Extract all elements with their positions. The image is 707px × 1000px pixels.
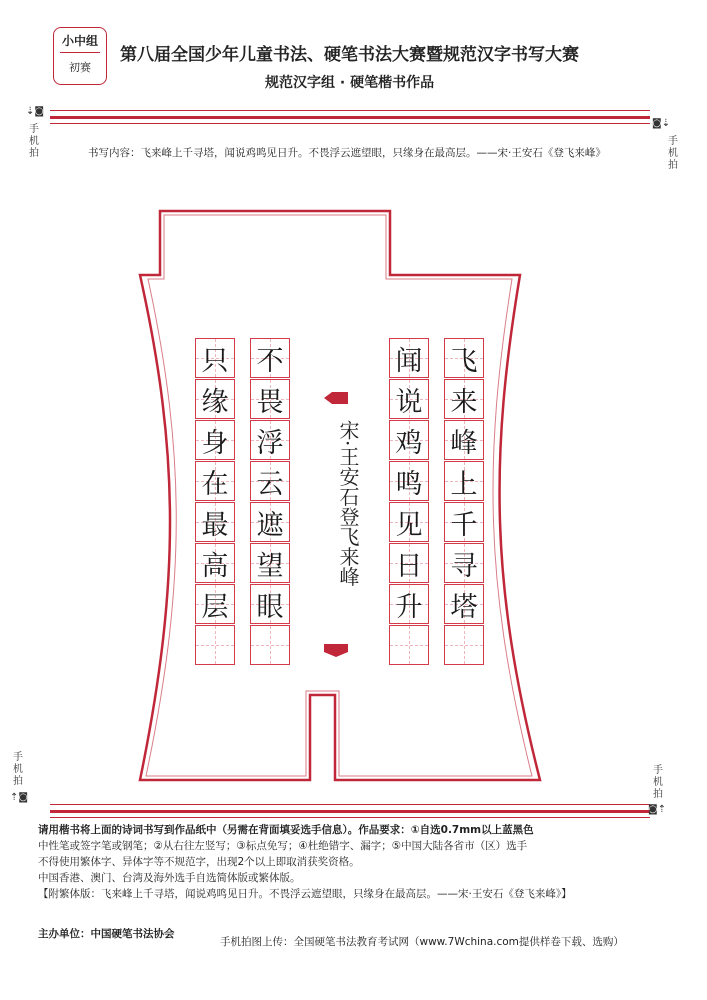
grid-cell bbox=[389, 338, 429, 378]
poem-char: 只 bbox=[201, 345, 229, 377]
poem-char: 寻 bbox=[450, 550, 478, 582]
poem-column-3 bbox=[250, 338, 290, 666]
grid-cell bbox=[389, 461, 429, 501]
grid-cell bbox=[389, 502, 429, 542]
poem-char: 塔 bbox=[450, 591, 478, 623]
content-line: 书写内容：飞来峰上千寻塔，闻说鸡鸣见日升。不畏浮云遮望眼，只缘身在最高层。——宋·王安石《登飞来峰》 bbox=[88, 147, 606, 159]
grid-cell bbox=[195, 584, 235, 624]
poem-char: 高 bbox=[201, 550, 229, 582]
instructions bbox=[38, 822, 638, 902]
grid-cell bbox=[389, 625, 429, 665]
poem-char: 身 bbox=[201, 427, 229, 459]
camera-icon: ◙⇡ bbox=[648, 804, 667, 815]
grid-cell bbox=[250, 420, 290, 460]
poem-column-4 bbox=[195, 338, 235, 666]
poem-char: 鸣 bbox=[395, 468, 423, 500]
poem-char: 眼 bbox=[256, 591, 284, 623]
group-badge bbox=[53, 27, 107, 85]
grid-cell bbox=[444, 338, 484, 378]
poem-char: 不 bbox=[256, 345, 284, 377]
grid-cell bbox=[195, 338, 235, 378]
grid-cell bbox=[389, 379, 429, 419]
upload-info: 手机拍图上传：全国硬笔书法教育考试网（www.7Wchina.com提供样卷下载、选购） bbox=[220, 936, 624, 948]
grid-cell bbox=[195, 420, 235, 460]
poem-char: 浮 bbox=[256, 427, 284, 459]
grid-cell bbox=[250, 584, 290, 624]
attribution-column bbox=[318, 390, 360, 660]
badge-group-label: 小中组 bbox=[61, 34, 98, 48]
instruction-line: 中性笔或签字笔或钢笔；②从右往左竖写；③标点免写；④杜绝错字、漏字；⑤中国大陆各省市（区）选手 bbox=[38, 840, 528, 852]
grid-cell bbox=[389, 543, 429, 583]
instruction-line: 不得使用繁体字、异体字等不规范字，出现2个以上即取消获奖资格。 bbox=[38, 856, 360, 868]
grid-cell bbox=[444, 379, 484, 419]
top-marker-icon bbox=[322, 390, 350, 406]
poem-char: 日 bbox=[395, 550, 423, 582]
instruction-line: 【附繁体版：飞来峰上千寻塔，闻说鸡鸣见日升。不畏浮云遮望眼，只缘身在最高层。——宋·王安石《登飞来峰》】 bbox=[38, 888, 572, 900]
camera-icon: ⇣◙ bbox=[26, 106, 45, 117]
grid-cell bbox=[195, 543, 235, 583]
poem-char: 畏 bbox=[256, 386, 284, 418]
poem-char: 闻 bbox=[395, 345, 423, 377]
poem-char: 见 bbox=[395, 509, 423, 541]
poem-char: 鸡 bbox=[395, 427, 423, 459]
poem-char: 遮 bbox=[256, 509, 284, 541]
attribution-text: 宋·王安石登飞来峰 bbox=[336, 420, 360, 587]
poem-char: 说 bbox=[395, 386, 423, 418]
poem-column-1 bbox=[444, 338, 484, 666]
side-label-right-top: 手机拍 bbox=[668, 136, 678, 171]
grid-cell bbox=[444, 461, 484, 501]
grid-cell bbox=[195, 625, 235, 665]
badge-round-label: 初赛 bbox=[69, 61, 91, 74]
grid-cell bbox=[444, 584, 484, 624]
grid-cell bbox=[250, 502, 290, 542]
poem-char: 云 bbox=[256, 468, 284, 500]
instruction-line: 请用楷书将上面的诗词书写到作品纸中（另需在背面填妥选手信息）。作品要求：①自选0.7mm以上蓝黑色 bbox=[38, 824, 534, 836]
side-label-left-top: 手机拍 bbox=[29, 124, 39, 159]
grid-cell bbox=[389, 584, 429, 624]
side-label-left-bottom: 手机拍 bbox=[13, 752, 23, 787]
instruction-line: 中国香港、澳门、台湾及海外选手自选简体版或繁体版。 bbox=[38, 872, 301, 884]
grid-cell bbox=[250, 379, 290, 419]
grid-cell bbox=[250, 461, 290, 501]
poem-char: 千 bbox=[450, 509, 478, 541]
organizer: 主办单位：中国硬笔书法协会 bbox=[38, 928, 175, 940]
grid-cell bbox=[195, 461, 235, 501]
poem-column-2 bbox=[389, 338, 429, 666]
grid-cell bbox=[444, 420, 484, 460]
bottom-marker-icon bbox=[322, 642, 350, 658]
grid-cell bbox=[444, 543, 484, 583]
poem-char: 望 bbox=[256, 550, 284, 582]
poem-char: 飞 bbox=[450, 345, 478, 377]
poem-char: 缘 bbox=[201, 386, 229, 418]
camera-icon: ◙⇣ bbox=[652, 118, 671, 129]
camera-icon: ⇡◙ bbox=[10, 792, 29, 803]
grid-cell bbox=[389, 420, 429, 460]
top-rule bbox=[50, 110, 650, 130]
page-title: 第八届全国少年儿童书法、硬笔书法大赛暨规范汉字书写大赛 bbox=[120, 45, 579, 65]
grid-cell bbox=[195, 379, 235, 419]
bottom-rule bbox=[50, 804, 650, 824]
grid-cell bbox=[444, 502, 484, 542]
poem-char: 来 bbox=[450, 386, 478, 418]
page-subtitle: 规范汉字组 · 硬笔楷书作品 bbox=[265, 75, 435, 91]
grid-cell bbox=[250, 543, 290, 583]
grid-cell bbox=[250, 338, 290, 378]
grid-cell bbox=[444, 625, 484, 665]
poem-char: 峰 bbox=[450, 427, 478, 459]
grid-cell bbox=[195, 502, 235, 542]
poem-char: 最 bbox=[201, 509, 229, 541]
grid-cell bbox=[250, 625, 290, 665]
poem-char: 升 bbox=[395, 591, 423, 623]
poem-char: 层 bbox=[201, 591, 229, 623]
poem-char: 上 bbox=[450, 468, 478, 500]
side-label-right-bottom: 手机拍 bbox=[653, 765, 663, 800]
poem-char: 在 bbox=[201, 468, 229, 500]
badge-divider bbox=[60, 52, 100, 53]
